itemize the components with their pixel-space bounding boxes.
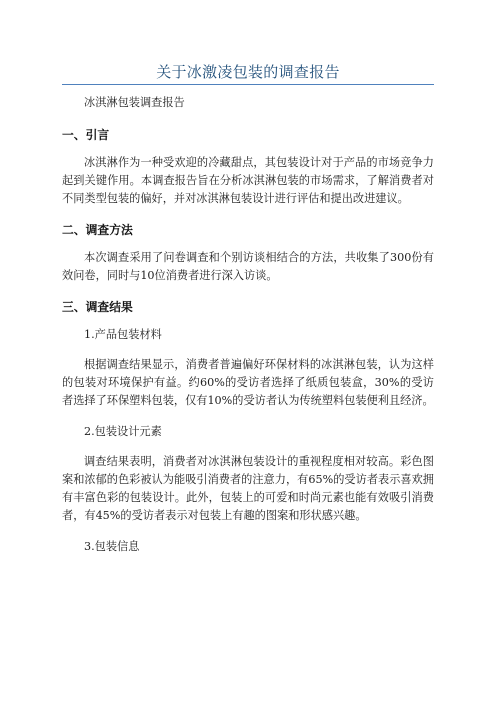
section-heading-results: 三、调查结果 (62, 300, 133, 314)
title-divider (62, 84, 434, 85)
method-paragraph: 本次调查采用了问卷调查和个别访谈相结合的方法，共收集了300份有效问卷，同时与10位消费者进行深入访谈。 (62, 251, 434, 282)
subsection-title-design: 2.包装设计元素 (84, 425, 162, 438)
document-title: 关于冰激凌包装的调查报告 (156, 63, 340, 81)
document-body (62, 94, 434, 568)
materials-paragraph: 根据调查结果显示，消费者普遍偏好环保材料的冰淇淋包装，认为这样的包装对环境保护有益。约60%的受访者选择了纸质包装盒，30%的受访者选择了环保塑料包装，仅有10%的受访者认为传统塑料包装便利且经济。 (62, 358, 434, 407)
subsection-title-info: 3.包装信息 (84, 540, 140, 553)
section-heading-intro: 一、引言 (62, 128, 110, 142)
report-subtitle: 冰淇淋包装调查报告 (84, 96, 185, 109)
design-paragraph: 调查结果表明，消费者对冰淇淋包装设计的重视程度相对较高。彩色图案和浓郁的色彩被认为能吸引消费者的注意力，有65%的受访者表示喜欢拥有丰富色彩的包装设计。此外，包装上的可爱和时尚元素也能有效吸引消费者，有45%的受访者表示对包装上有趣的图案和形状感兴趣。 (62, 455, 434, 522)
section-heading-method: 二、调查方法 (62, 223, 133, 237)
intro-paragraph: 冰淇淋作为一种受欢迎的冷藏甜点，其包装设计对于产品的市场竞争力起到关键作用。本调查报告旨在分析冰淇淋包装的市场需求，了解消费者对不同类型包装的偏好，并对冰淇淋包装设计进行评估和提出改进建议。 (62, 156, 434, 205)
subsection-title-materials: 1.产品包装材料 (84, 328, 162, 341)
